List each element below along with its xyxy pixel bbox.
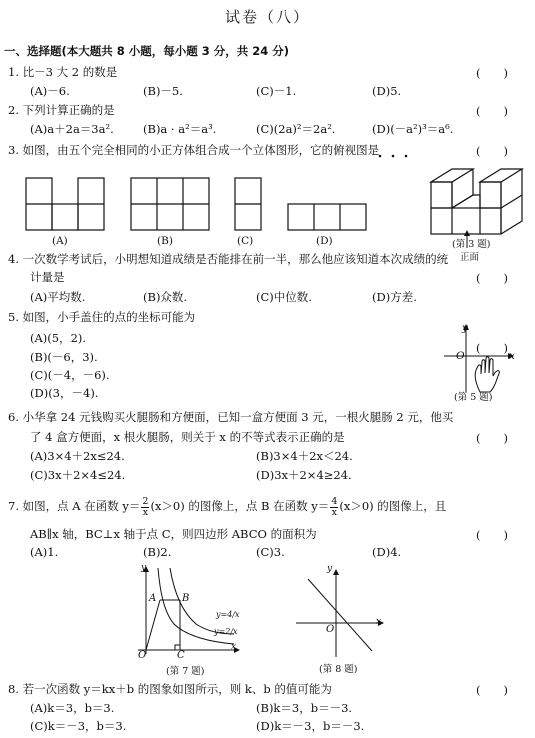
q1-answer-bracket[interactable]: ( ) [476, 66, 508, 80]
q1-option-c[interactable]: (C)－1. [256, 84, 297, 98]
q5-caption: (第 5 题) [454, 392, 493, 403]
q3-front-label: 正面 [460, 252, 480, 263]
q7-fraction-1 [141, 497, 149, 518]
q3-label-d: (D) [316, 235, 333, 247]
q5-origin-label: O [456, 350, 465, 362]
q4-option-c[interactable]: (C)中位数. [256, 290, 312, 304]
q7-curve-2x-label: y=2/x [214, 627, 238, 636]
q6-answer-bracket[interactable]: ( ) [476, 431, 508, 445]
q7-text-part1: 7. 如图，点 A 在函数 y＝ [8, 499, 141, 513]
q7-text-part3: (x＞0) 的图像上，且 [339, 499, 447, 513]
q5-answer-bracket[interactable]: ( ) [476, 341, 508, 355]
q6-option-a[interactable]: (A)3×4＋2x≤24. [30, 449, 125, 463]
q3-label-a: (A) [52, 235, 68, 247]
q7-fraction-2-den: x [331, 506, 338, 518]
q2-answer-bracket[interactable]: ( ) [476, 104, 508, 118]
q7-text-part2: (x＞0) 的图像上，点 B 在函数 y＝ [150, 499, 330, 513]
q6-option-c[interactable]: (C)3x＋2×4≤24. [30, 468, 126, 482]
q7-stem-line2: AB∥x 轴，BC⊥x 轴于点 C，则四边形 ABCO 的面积为 [30, 527, 317, 541]
q5-option-d[interactable]: (D)(3，－4). [30, 386, 99, 400]
q8-graph-figure [290, 565, 390, 665]
q7-option-b[interactable]: (B)2. [143, 545, 172, 559]
q7-origin-label: O [138, 650, 147, 661]
q7-stem-line1 [8, 494, 446, 518]
q8-x-axis-label: x [376, 617, 382, 627]
q7-fraction-1-num: 2 [142, 495, 149, 507]
q6-option-d[interactable]: (D)3x＋2×4≥24. [256, 468, 352, 482]
q7-fraction-2 [330, 497, 338, 518]
q8-caption: (第 8 题) [319, 664, 358, 675]
q8-origin-label: O [326, 624, 335, 635]
q3-answer-bracket[interactable]: ( ) [476, 144, 508, 158]
q7-option-a[interactable]: (A)1. [30, 545, 59, 559]
q7-fraction-2-num: 4 [331, 495, 338, 507]
hand-icon [475, 357, 499, 392]
q4-option-a[interactable]: (A)平均数. [30, 290, 86, 304]
q8-option-c[interactable]: (C)k＝－3，b＝3. [30, 719, 127, 733]
q2-option-a[interactable]: (A)a＋2a＝3a². [30, 122, 114, 136]
q3-stem: 3. 如图，由五个完全相同的小正方体组合成一个立体图形，它的俯视图是 [8, 143, 380, 157]
q8-option-a[interactable]: (A)k＝3，b＝3. [30, 701, 115, 715]
q2-option-c[interactable]: (C)(2a)²＝2a². [256, 122, 336, 136]
q7-point-c-label: C [177, 650, 185, 661]
q4-answer-bracket[interactable]: ( ) [476, 271, 508, 285]
q7-fraction-1-den: x [142, 506, 149, 518]
q7-point-b-label: B [182, 593, 190, 604]
q8-option-d[interactable]: (D)k＝－3，b＝－3. [256, 719, 365, 733]
q8-option-b[interactable]: (B)k＝3，b＝－3. [256, 701, 353, 715]
q3-label-c: (C) [237, 235, 254, 247]
q7-y-axis-label: y [141, 563, 147, 573]
q7-option-d[interactable]: (D)4. [372, 545, 402, 559]
q5-x-axis-label: x [509, 350, 515, 362]
q7-point-a-label: A [149, 593, 157, 604]
q1-option-d[interactable]: (D)5. [372, 84, 402, 98]
q8-answer-bracket[interactable]: ( ) [476, 683, 508, 697]
q2-option-d[interactable]: (D)(－a²)³＝a⁶. [372, 122, 454, 136]
q5-option-b[interactable]: (B)(－6，3). [30, 350, 98, 364]
section-heading: 一、选择题(本大题共 8 小题，每小题 3 分，共 24 分) [4, 44, 290, 58]
q7-answer-bracket[interactable]: ( ) [476, 528, 508, 542]
q5-hand-figure [440, 322, 520, 397]
q7-caption: (第 7 题) [166, 666, 205, 677]
q2-stem: 2. 下列计算正确的是 [8, 103, 115, 117]
q4-stem-line1: 4. 一次数学考试后，小明想知道成绩是否能排在前一半，那么他应该知道本次成绩的统 [8, 252, 449, 266]
q8-stem: 8. 若一次函数 y＝kx＋b 的图象如图所示，则 k、b 的值可能为 [8, 682, 332, 696]
q6-stem-line2: 了 4 盒方便面，x 根火腿肠，则关于 x 的不等式表示正确的是 [30, 430, 345, 444]
q5-option-c[interactable]: (C)(－4，－6). [30, 368, 110, 382]
q7-curve-4x-label: y=4/x [216, 610, 240, 619]
q3-caption: (第 3 题) [452, 239, 491, 250]
q1-option-a[interactable]: (A)－6. [30, 84, 70, 98]
q8-y-axis-label: y [327, 564, 333, 574]
q5-stem: 5. 如图，小手盖住的点的坐标可能为 [8, 310, 196, 324]
q1-stem: 1. 比－3 大 2 的数是 [8, 65, 118, 79]
q3-label-b: (B) [157, 235, 173, 247]
q4-option-b[interactable]: (B)众数. [143, 290, 188, 304]
q6-stem-line1: 6. 小华拿 24 元钱购买火腿肠和方便面，已知一盒方便面 3 元，一根火腿肠 2 元，他买 [8, 410, 454, 424]
q7-option-c[interactable]: (C)3. [256, 545, 285, 559]
q1-option-b[interactable]: (B)－5. [143, 84, 183, 98]
q7-x-axis-label: x [231, 642, 237, 652]
q4-stem-line2: 计量是 [30, 270, 65, 284]
q6-option-b[interactable]: (B)3×4＋2x＜24. [256, 449, 353, 463]
q4-option-d[interactable]: (D)方差. [372, 290, 417, 304]
q2-option-b[interactable]: (B)a · a²＝a³. [143, 122, 217, 136]
page-title: 试卷（八） [224, 8, 310, 26]
q5-y-axis-label: y [462, 322, 468, 334]
q5-option-a[interactable]: (A)(5，2). [30, 331, 87, 345]
